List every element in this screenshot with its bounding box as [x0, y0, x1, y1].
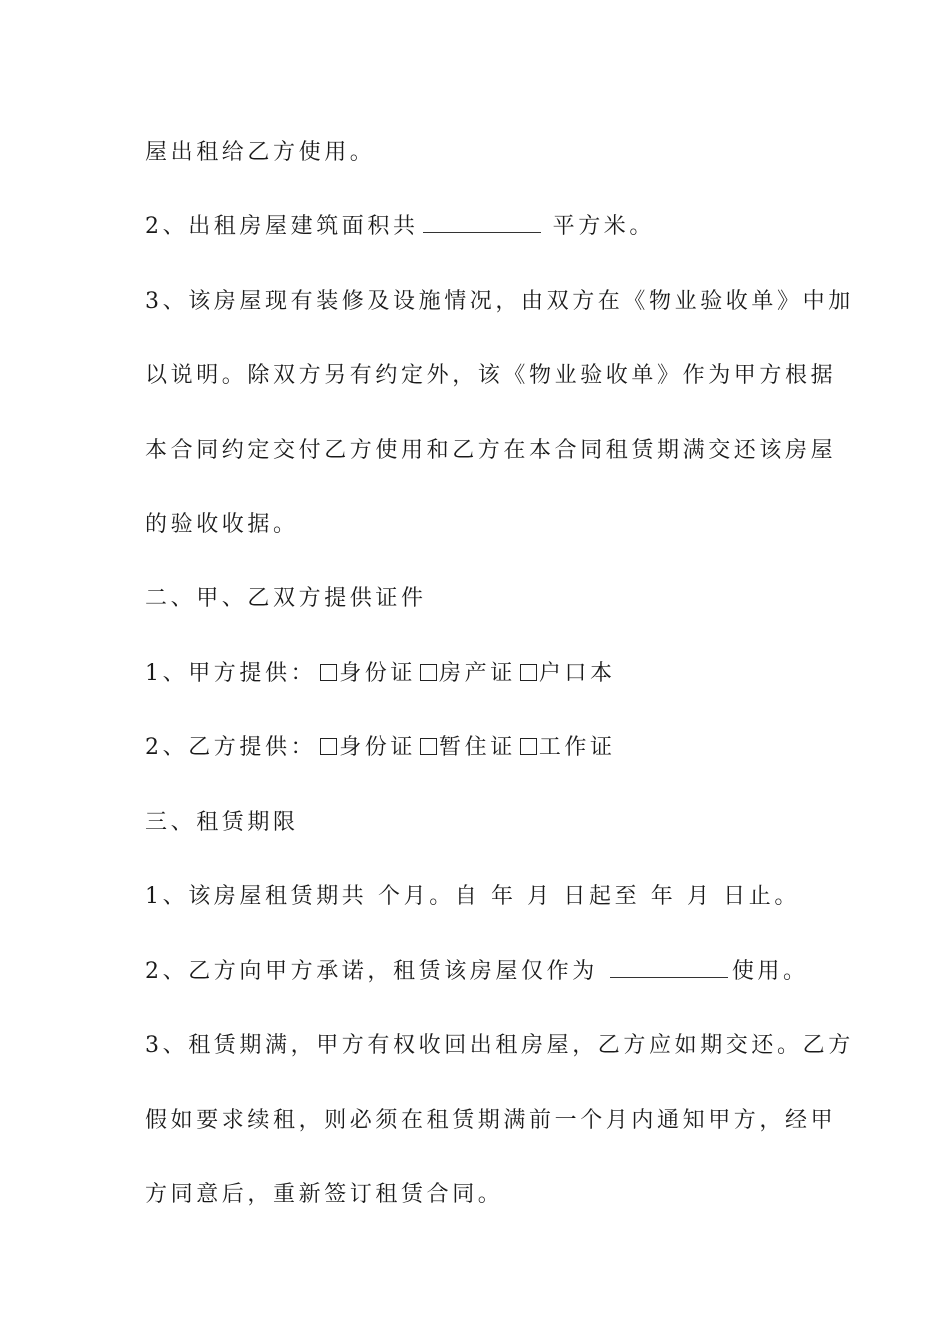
text: 使用。 [731, 959, 809, 984]
paragraph-line [145, 957, 809, 987]
text: 平方米。 [552, 214, 656, 239]
paragraph-line: 1、该房屋租赁期共 个月。自 年 月 日起至 年 月 日止。 [145, 884, 800, 909]
paragraph-line [145, 212, 655, 242]
paragraph-line: 假如要求续租，则必须在租赁期满前一个月内通知甲方，经甲 [145, 1108, 837, 1133]
checkbox[interactable] [320, 738, 337, 755]
section-heading: 二、甲、乙双方提供证件 [145, 586, 427, 611]
checkbox[interactable] [420, 738, 437, 755]
section-heading: 三、租赁期限 [145, 810, 299, 835]
checkbox[interactable] [420, 664, 437, 681]
text: 2、乙方向甲方承诺，租赁该房屋仅作为 [145, 959, 598, 984]
paragraph-line: 3、该房屋现有装修及设施情况，由双方在《物业验收单》中加 [145, 289, 854, 314]
option-label: 身份证 [339, 661, 417, 686]
option-label: 暂住证 [439, 735, 516, 760]
option-label: 身份证 [339, 735, 417, 760]
checkbox[interactable] [320, 664, 337, 681]
paragraph-line: 以说明。除双方另有约定外，该《物业验收单》作为甲方根据 [145, 363, 837, 388]
checkbox[interactable] [520, 664, 537, 681]
text: 2、乙方提供： [145, 735, 317, 760]
option-label: 户口本 [538, 661, 616, 686]
text: 1、甲方提供： [145, 661, 317, 686]
fill-blank [423, 214, 541, 233]
paragraph-line: 的验收收据。 [145, 512, 299, 537]
paragraph-line: 方同意后，重新签订租赁合同。 [145, 1182, 504, 1207]
paragraph-line: 屋出租给乙方使用。 [145, 140, 376, 165]
paragraph-line [145, 659, 616, 689]
option-label: 工作证 [538, 735, 616, 760]
text: 2、出租房屋建筑面积共 [145, 214, 419, 239]
option-label: 房产证 [439, 661, 516, 686]
paragraph-line [145, 733, 616, 763]
paragraph-line: 本合同约定交付乙方使用和乙方在本合同租赁期满交还该房屋 [145, 438, 837, 463]
paragraph-line: 3、租赁期满，甲方有权收回出租房屋，乙方应如期交还。乙方 [145, 1033, 854, 1058]
fill-blank [610, 959, 728, 978]
checkbox[interactable] [520, 738, 537, 755]
